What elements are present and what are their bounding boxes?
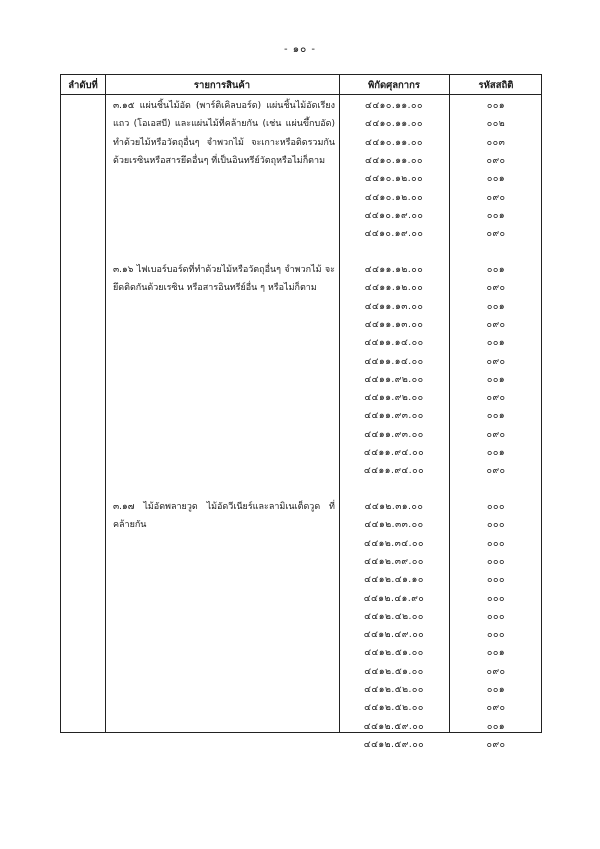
table-row [61, 608, 543, 626]
stat-code: ๐๐๑ [486, 374, 506, 385]
table-row [61, 261, 543, 279]
table-row [61, 590, 543, 608]
stat-code: ๐๙๐ [486, 283, 506, 294]
tariff-code: ๔๔๑๑.๑๒.๐๐ [364, 265, 424, 275]
header-tariff: พิกัดศุลกากร [368, 80, 420, 91]
tariff-code: ๔๔๑๑.๙๒.๐๐ [364, 393, 424, 404]
table-row [61, 516, 543, 534]
tariff-code: ๔๔๑๑.๑๔.๐๐ [364, 356, 424, 367]
table-row [61, 134, 543, 152]
table-row [61, 535, 543, 553]
table-row [61, 626, 543, 644]
tariff-code: ๔๔๑๑.๑๔.๐๐ [364, 338, 424, 349]
stat-code: ๐๙๐ [486, 466, 506, 477]
table-row [61, 97, 543, 115]
stat-code: ๐๐๓ [486, 137, 506, 148]
stat-code: ๐๙๐ [486, 703, 506, 714]
tariff-code: ๔๔๑๑.๙๓.๐๐ [364, 411, 424, 422]
table-row [61, 371, 543, 389]
tariff-code: ๔๔๑๒.๕๙.๐๐ [363, 721, 425, 732]
tariff-code: ๔๔๑๒.๓๓.๐๐ [364, 520, 424, 531]
table-row [61, 407, 543, 425]
tariff-code: ๔๔๑๑.๑๓.๐๐ [364, 319, 424, 330]
table-row [61, 279, 543, 297]
tariff-code: ๔๔๑๒.๓๑.๐๐ [364, 502, 424, 512]
table-row [61, 225, 543, 243]
stat-code: ๐๐๐ [487, 575, 505, 586]
stat-code: ๐๙๐ [486, 229, 506, 240]
stat-code: ๐๐๑ [486, 448, 506, 458]
stat-code: ๐๐๑ [486, 685, 506, 695]
table-row [61, 736, 543, 754]
stat-code: ๐๐๑ [486, 411, 506, 422]
stat-code: ๐๐๐ [487, 593, 505, 604]
table-row [61, 699, 543, 717]
table-row [61, 207, 543, 225]
tariff-code: ๔๔๑๐.๑๒.๐๐ [364, 174, 424, 185]
stat-code: ๐๙๐ [486, 192, 506, 203]
tariff-code: ๔๔๑๐.๑๑.๐๐ [365, 119, 423, 130]
item-description: ๓.๑๖ ไฟเบอร์บอร์ดที่ทำด้วยไม้หรือวัตถุอื่นๆ จำพวกไม้ จะยึดติดกันด้วยเรซิน หรือสารอินทรีย์อื่น ๆ หรือไม่ก็ตาม [113, 265, 335, 294]
tariff-code: ๔๔๑๑.๙๒.๐๐ [364, 374, 424, 385]
table-row [61, 389, 543, 407]
tariff-code: ๔๔๑๐.๑๑.๐๐ [365, 137, 423, 148]
tariff-code: ๔๔๑๒.๓๔.๐๐ [364, 538, 424, 549]
stat-code: ๐๐๑ [486, 265, 506, 275]
tariff-code: ๔๔๑๐.๑๑.๐๐ [365, 101, 423, 111]
stat-code: ๐๙๐ [486, 155, 506, 166]
table-row [61, 170, 543, 188]
stat-code: ๐๐๒ [486, 119, 506, 130]
tariff-table [60, 74, 542, 750]
table-row [61, 426, 543, 444]
tariff-code: ๔๔๑๐.๑๙.๐๐ [364, 210, 424, 221]
tariff-code: ๔๔๑๐.๑๙.๐๐ [364, 229, 424, 240]
table-row [61, 498, 543, 516]
tariff-code: ๔๔๑๑.๙๓.๐๐ [364, 429, 424, 440]
stat-code: ๐๙๐ [486, 666, 506, 677]
tariff-code: ๔๔๑๒.๔๒.๐๐ [364, 611, 424, 622]
stat-code: ๐๐๐ [487, 630, 505, 641]
page-number: - ๑๐ - [283, 44, 317, 55]
table-row [61, 189, 543, 207]
tariff-code: ๔๔๑๒.๕๙.๐๐ [363, 739, 425, 750]
stat-code: ๐๐๐ [487, 611, 505, 622]
stat-code: ๐๐๑ [486, 721, 506, 732]
stat-code: ๐๐๑ [486, 210, 506, 221]
table-row [61, 681, 543, 699]
item-description: ๓.๑๗ ไม้อัดพลายวูด ไม้อัดวีเนียร์และลามิเนเต็ดวูด ที่คล้ายกัน [113, 502, 335, 531]
tariff-code: ๔๔๑๑.๙๔.๐๐ [363, 448, 425, 458]
tariff-code: ๔๔๑๒.๔๙.๐๐ [363, 630, 425, 641]
stat-code: ๐๙๐ [486, 356, 506, 367]
stat-code: ๐๐๐ [487, 556, 505, 567]
header-seq: ลำดับที่ [68, 80, 98, 91]
header-divider [61, 94, 541, 95]
stat-code: ๐๐๑ [486, 174, 506, 185]
stat-code: ๐๐๑ [486, 101, 506, 111]
stat-code: ๐๐๐ [487, 538, 505, 549]
tariff-code: ๔๔๑๒.๓๙.๐๐ [364, 556, 424, 567]
header-item: รายการสินค้า [193, 80, 251, 91]
tariff-code: ๔๔๑๒.๕๑.๐๐ [364, 648, 424, 659]
table-row [61, 444, 543, 462]
header-stat: รหัสสถิติ [478, 80, 514, 91]
table-row [61, 644, 543, 662]
stat-code: ๐๙๐ [486, 429, 506, 440]
tariff-code: ๔๔๑๑.๙๔.๐๐ [363, 466, 425, 477]
stat-code: ๐๙๐ [486, 739, 506, 750]
tariff-code: ๔๔๑๐.๑๒.๐๐ [364, 192, 424, 203]
table-row [61, 571, 543, 589]
table-row [61, 115, 543, 133]
tariff-code: ๔๔๑๑.๑๓.๐๐ [364, 301, 424, 312]
tariff-code: ๔๔๑๒.๔๑.๑๐ [364, 575, 424, 586]
tariff-code: ๔๔๑๒.๕๒.๐๐ [364, 685, 424, 695]
stat-code: ๐๐๑ [486, 648, 506, 659]
stat-code: ๐๐๐ [487, 520, 505, 531]
table-row [61, 316, 543, 334]
tariff-code: ๔๔๑๐.๑๑.๐๐ [365, 155, 423, 166]
tariff-code: ๔๔๑๒.๕๒.๐๐ [364, 703, 424, 714]
item-description: ๓.๑๕ แผ่นชิ้นไม้อัด (พาร์ติเคิลบอร์ด) แผ่นชิ้นไม้อัดเรียงแถว (โอเอสบี) และแผ่นไม้ที่คล้ายกัน (เช่น แผ่นขึ้กบอัด) ทำด้วยไม้หรือวัตถุอื่นๆ จำพวกไม้ จะเกาะหรือติดรวมกันด้วยเรซินหรือสารยึดอื่นๆ ที่เป็นอินทรีย์วัตถุหรือไม่ก็ตาม [113, 101, 335, 166]
table-row [61, 718, 543, 736]
table-row [61, 462, 543, 480]
stat-code: ๐๙๐ [486, 319, 506, 330]
table-row [61, 152, 543, 170]
table-row [61, 553, 543, 571]
stat-code: ๐๐๑ [486, 338, 506, 349]
stat-code: ๐๙๐ [486, 393, 506, 404]
tariff-code: ๔๔๑๒.๕๑.๐๐ [364, 666, 424, 677]
tariff-code: ๔๔๑๒.๔๑.๙๐ [363, 593, 425, 604]
table-row [61, 353, 543, 371]
stat-code: ๐๐๑ [486, 301, 506, 312]
table-row [61, 298, 543, 316]
table-row [61, 663, 543, 681]
table-row [61, 334, 543, 352]
tariff-code: ๔๔๑๑.๑๒.๐๐ [364, 283, 424, 294]
stat-code: ๐๐๐ [487, 502, 505, 512]
